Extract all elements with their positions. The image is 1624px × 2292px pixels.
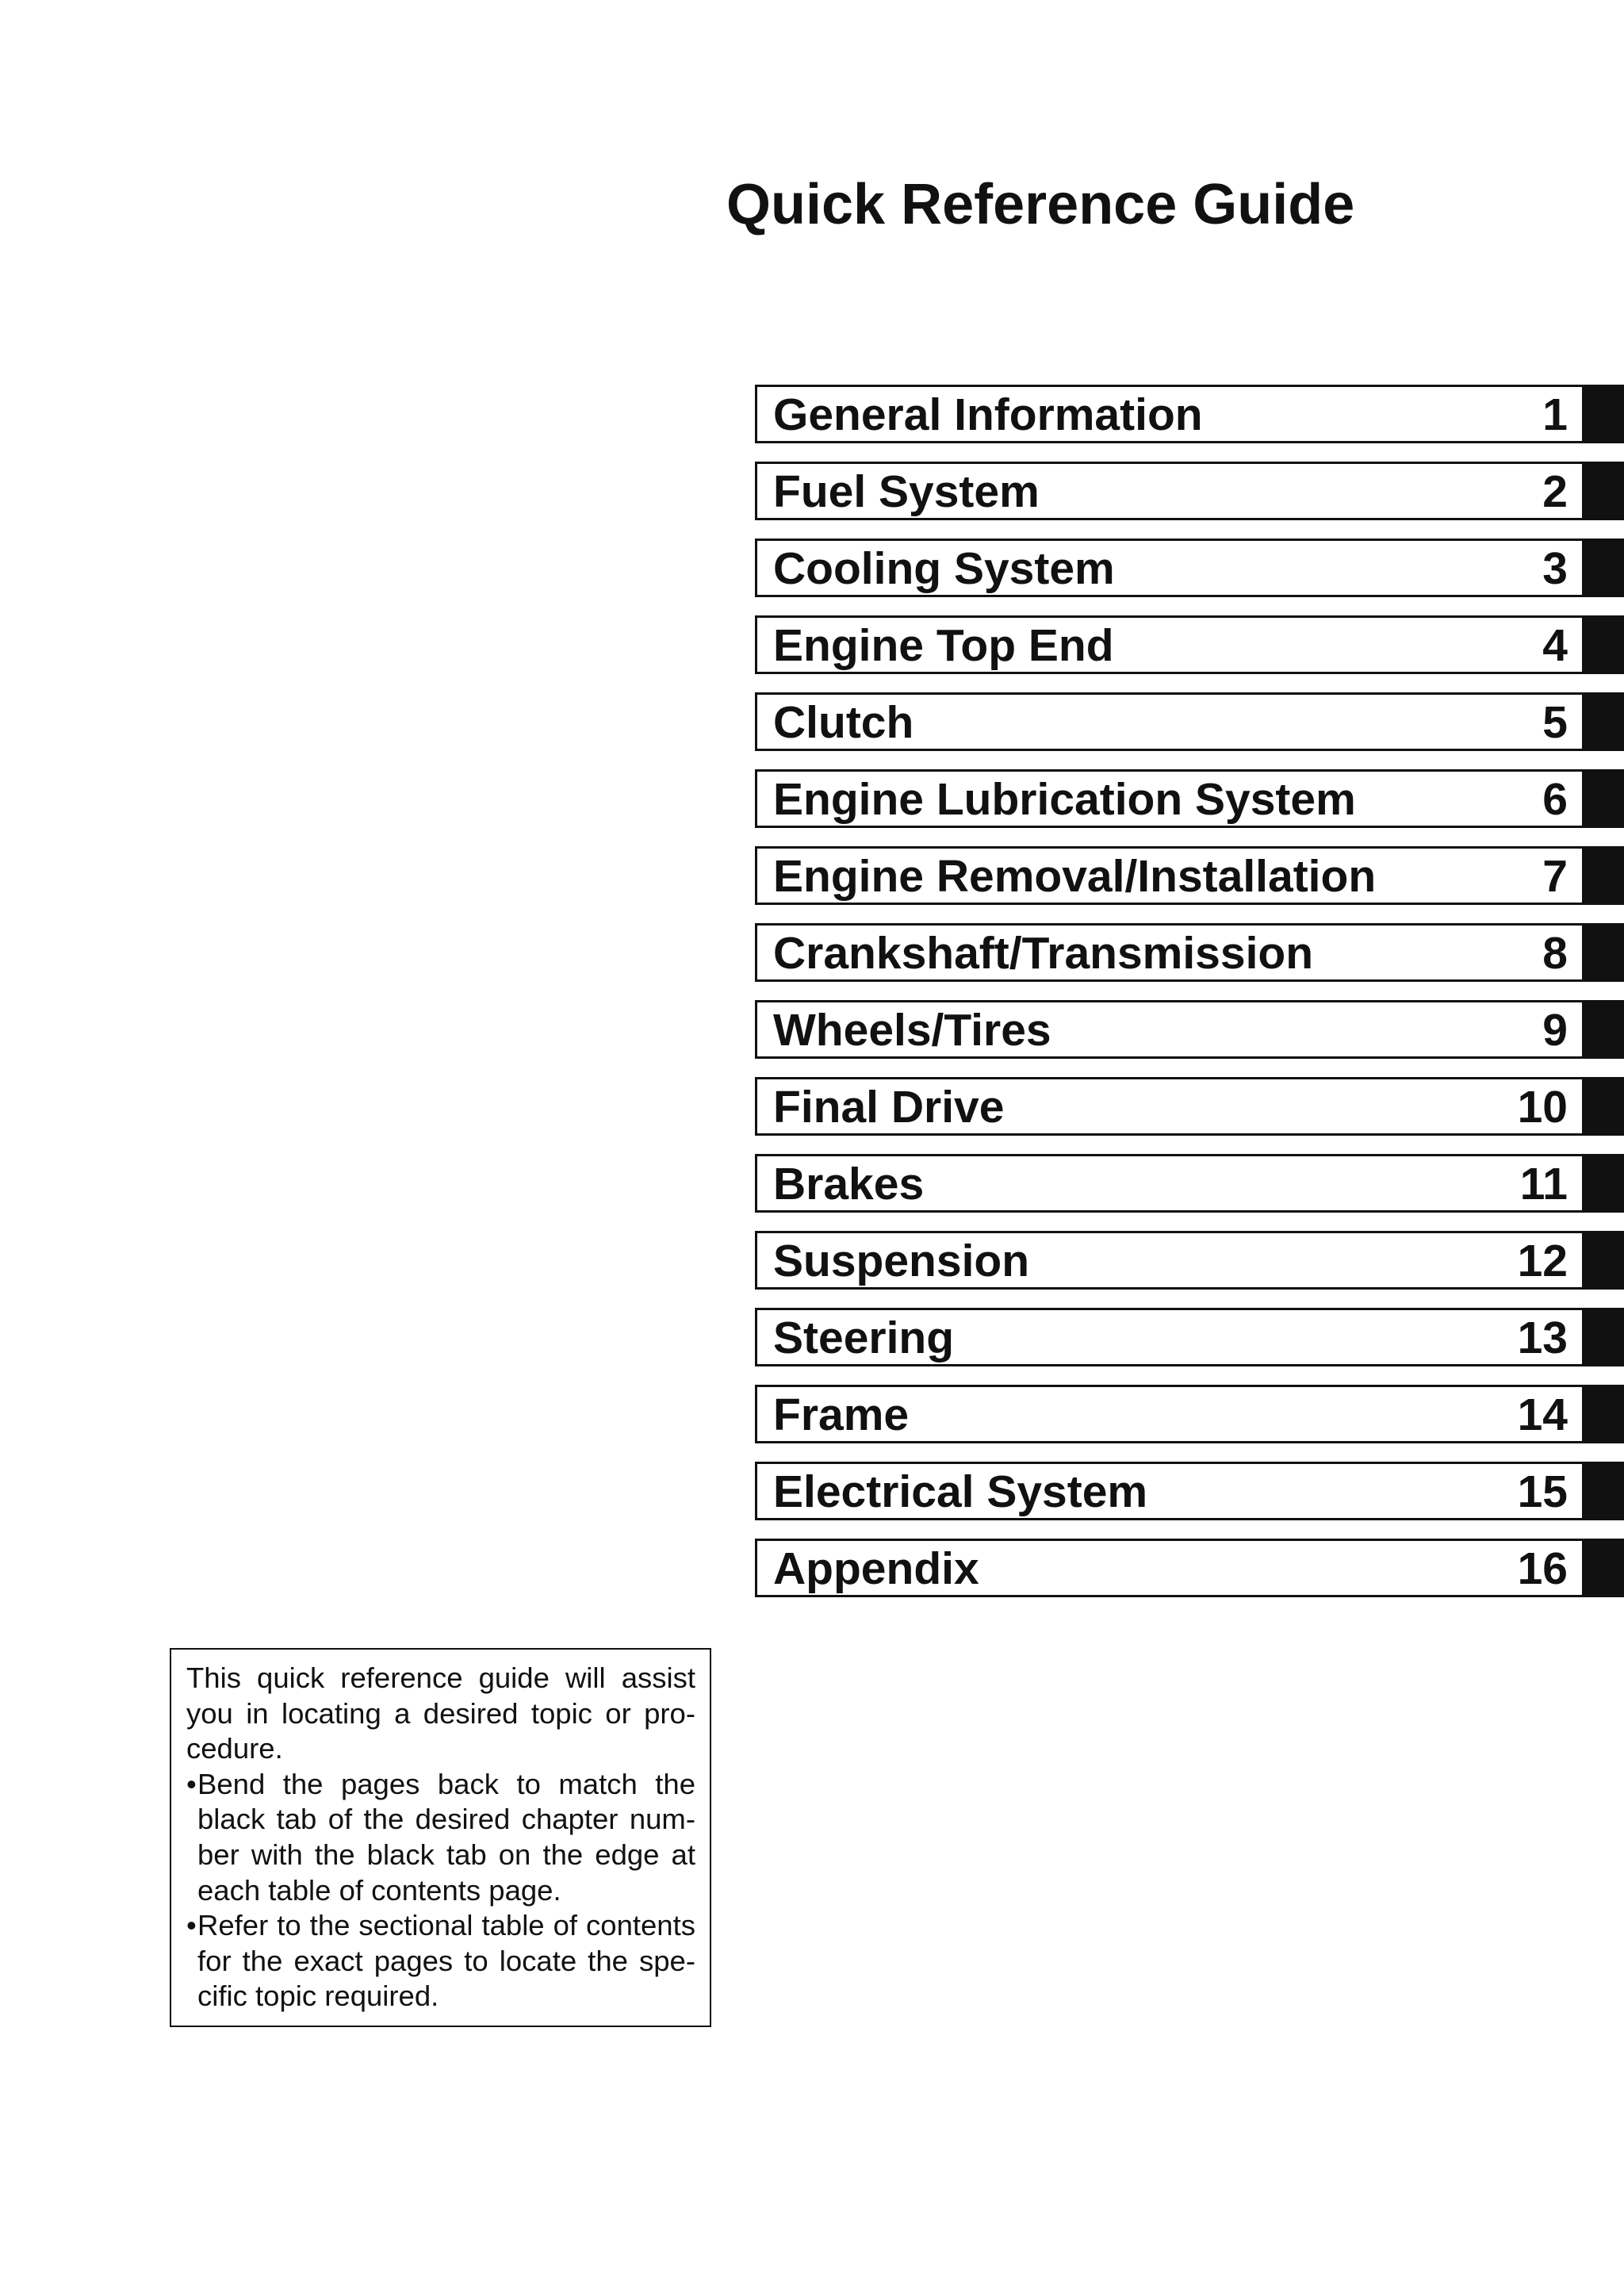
chapter-box: [755, 923, 1584, 982]
chapter-row-engine-removal-installation[interactable]: [755, 846, 1624, 905]
chapter-row-appendix[interactable]: [755, 1539, 1624, 1597]
chapter-box: [755, 1385, 1584, 1443]
chapter-name: Clutch: [773, 697, 914, 748]
chapter-tab: [1584, 923, 1624, 982]
chapter-number: 11: [1519, 1159, 1568, 1209]
chapter-tab: [1584, 769, 1624, 828]
chapter-name: Wheels/Tires: [773, 1005, 1051, 1056]
chapter-row-steering[interactable]: [755, 1308, 1624, 1366]
chapter-box: [755, 1539, 1584, 1597]
chapter-name: Final Drive: [773, 1082, 1005, 1133]
chapter-tab: [1584, 539, 1624, 597]
chapter-box: [755, 1308, 1584, 1366]
chapter-tab: [1584, 615, 1624, 674]
chapter-name: Cooling System: [773, 543, 1115, 594]
chapter-box: [755, 846, 1584, 905]
chapter-name: Electrical System: [773, 1466, 1148, 1517]
chapter-number: 3: [1542, 543, 1568, 594]
chapter-name: Engine Top End: [773, 620, 1114, 671]
chapter-tab: [1584, 1385, 1624, 1443]
chapter-tab: [1584, 1231, 1624, 1290]
chapter-row-suspension[interactable]: [755, 1231, 1624, 1290]
chapter-number: 15: [1517, 1466, 1568, 1517]
chapter-tab: [1584, 385, 1624, 443]
chapter-number: 5: [1542, 697, 1568, 748]
chapter-row-cooling-system[interactable]: [755, 539, 1624, 597]
note-intro: This quick reference guide will assist you in locating a desired topic or procedure.: [186, 1662, 695, 1765]
chapter-name: Frame: [773, 1389, 910, 1440]
chapter-row-clutch[interactable]: [755, 692, 1624, 751]
note-bullet-bend-pages: [186, 1767, 695, 1908]
chapter-name: Engine Removal/Installation: [773, 851, 1377, 902]
chapter-box: [755, 769, 1584, 828]
chapter-tab: [1584, 462, 1624, 520]
chapter-tab: [1584, 1539, 1624, 1597]
chapter-number: 12: [1517, 1236, 1568, 1286]
chapter-box: [755, 1154, 1584, 1213]
chapter-box: [755, 1077, 1584, 1136]
chapter-box: [755, 1462, 1584, 1520]
chapter-tab: [1584, 1077, 1624, 1136]
chapter-tab: [1584, 1000, 1624, 1059]
chapter-box: [755, 692, 1584, 751]
chapter-name: Crankshaft/Transmission: [773, 928, 1314, 979]
chapter-name: General Information: [773, 389, 1203, 440]
chapter-box: [755, 385, 1584, 443]
chapter-tab: [1584, 1154, 1624, 1213]
chapter-number: 14: [1517, 1389, 1568, 1440]
chapter-row-brakes[interactable]: [755, 1154, 1624, 1213]
chapter-tab: [1584, 692, 1624, 751]
bullet-mark: •: [186, 1767, 197, 1800]
chapter-number: 9: [1542, 1005, 1568, 1056]
chapter-tab: [1584, 1462, 1624, 1520]
chapter-number: 7: [1542, 851, 1568, 902]
chapter-name: Fuel System: [773, 466, 1040, 517]
chapter-box: [755, 1000, 1584, 1059]
chapter-row-engine-lubrication-system[interactable]: [755, 769, 1624, 828]
chapter-row-general-information[interactable]: [755, 385, 1624, 443]
chapter-name: Engine Lubrication System: [773, 774, 1356, 825]
chapter-row-final-drive[interactable]: [755, 1077, 1624, 1136]
chapter-box: [755, 462, 1584, 520]
chapter-number: 2: [1542, 466, 1568, 517]
chapter-number: 6: [1542, 774, 1568, 825]
chapter-tab: [1584, 846, 1624, 905]
note-bullet-text: Refer to the sectional table of contents for the exact pages to locate the specific topic required.: [197, 1909, 695, 2013]
chapter-row-engine-top-end[interactable]: [755, 615, 1624, 674]
chapter-row-fuel-system[interactable]: [755, 462, 1624, 520]
chapter-name: Brakes: [773, 1159, 925, 1209]
chapter-number: 1: [1542, 389, 1568, 440]
chapter-number: 16: [1517, 1543, 1568, 1594]
chapter-name: Suspension: [773, 1236, 1030, 1286]
bullet-mark: •: [186, 1909, 197, 1942]
chapter-row-electrical-system[interactable]: [755, 1462, 1624, 1520]
chapter-row-frame[interactable]: [755, 1385, 1624, 1443]
chapter-name: Steering: [773, 1313, 955, 1363]
chapter-row-wheels-tires[interactable]: [755, 1000, 1624, 1059]
chapter-list: [755, 385, 1624, 1616]
note-bullet-refer-toc: [186, 1908, 695, 2014]
chapter-number: 10: [1517, 1082, 1568, 1133]
guide-note-box: [170, 1648, 711, 2027]
chapter-row-crankshaft-transmission[interactable]: [755, 923, 1624, 982]
chapter-tab: [1584, 1308, 1624, 1366]
chapter-number: 4: [1542, 620, 1568, 671]
chapter-number: 13: [1517, 1313, 1568, 1363]
chapter-name: Appendix: [773, 1543, 979, 1594]
page-title: Quick Reference Guide: [726, 173, 1355, 236]
chapter-box: [755, 1231, 1584, 1290]
chapter-box: [755, 539, 1584, 597]
chapter-number: 8: [1542, 928, 1568, 979]
note-bullet-text: Bend the pages back to match the black tab of the desired chapter number with the black tab on the edge at each table of contents page.: [197, 1767, 695, 1907]
chapter-box: [755, 615, 1584, 674]
